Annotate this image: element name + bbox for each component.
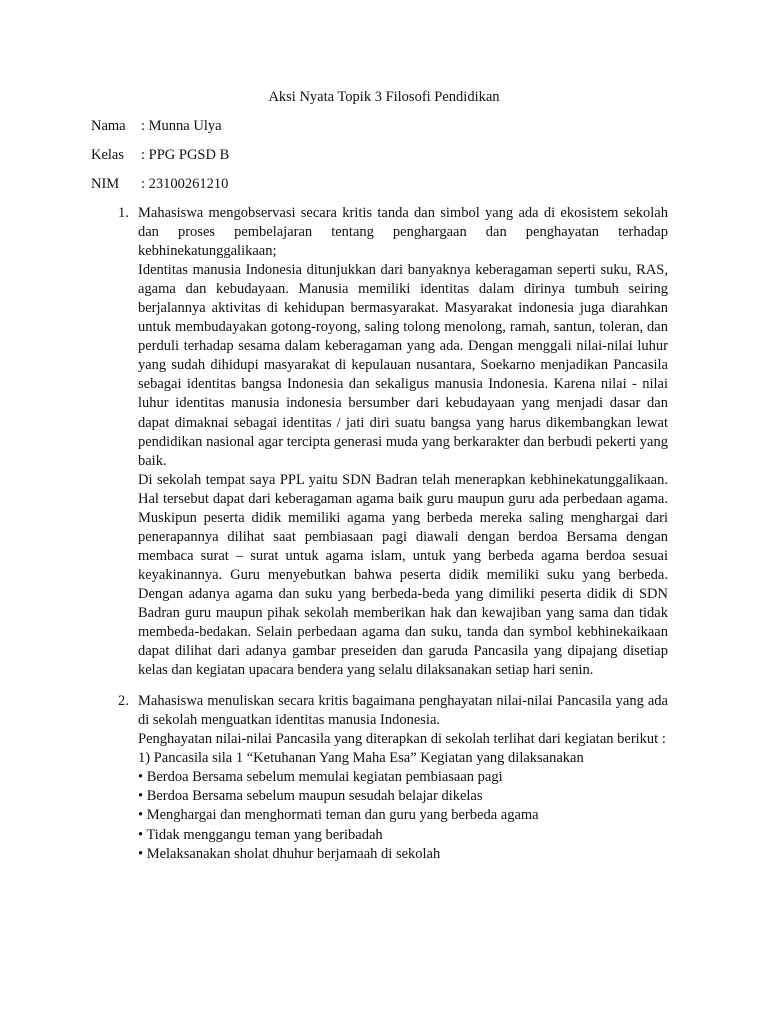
sub-item-heading: 1) Pancasila sila 1 “Ketuhanan Yang Maha Esa” Kegiatan yang dilaksanakan <box>138 750 584 767</box>
item-heading: Mahasiswa menuliskan secara kritis bagaimana penghayatan nilai-nilai Pancasila yang ada di sekolah menguatkan identitas manusia Indonesia. <box>138 693 668 729</box>
bullet-item: • Tidak menggangu teman yang beribadah <box>138 826 383 843</box>
meta-value: : 23100261210 <box>141 176 229 192</box>
item-paragraph: Identitas manusia Indonesia ditunjukkan dari banyaknya keberagaman seperti suku, RAS, agama dan kebudayaan. Manusia memiliki identitas dalam dirinya tumbuh seiring berjalannya aktivitas di kehidupan bermasyarakat. Masyarakat indonesia juga diarahkan untuk membudayakan gotong-royong, saling tolong menolong, ramah, santun, toleran, dan perduli terhadap sesama dalam keberagaman yang ada. Dengan menggali nilai-nilai luhur yang sudah dihidupi masyarakat di kepulauan nusantara, Soekarno menjadikan Pancasila sebagai identitas bangsa Indonesia dan sekaligus manusia Indonesia. Karena nilai - nilai luhur identitas manusia indonesia bersumber dari kebudayaan yang menjadi dasar dan dapat dimaknai sebagai identitas / jati diri suatu bangsa yang harus dikembangkan lewat pendidikan nasional agar tercipta generasi muda yang berkarakter dan berbudi pekerti yang baik. <box>138 262 668 469</box>
list-item-1 <box>118 204 668 680</box>
document-title: Aksi Nyata Topik 3 Filosofi Pendidikan <box>268 89 500 105</box>
item-paragraph: Penghayatan nilai-nilai Pancasila yang diterapkan di sekolah terlihat dari kegiatan berikut : <box>138 731 666 748</box>
bullet-item: • Melaksanakan sholat dhuhur berjamaah di sekolah <box>138 845 441 862</box>
item-paragraph: Di sekolah tempat saya PPL yaitu SDN Badran telah menerapkan kebhinekatunggalikaan. Hal tersebut dapat dari keberagaman agama baik guru maupun guru ada perbedaan agama. Muskipun peserta didik memiliki agama yang berbeda mereka saling menghargai dari penerapannya dilihat saat pembiasaan pagi diawali dengan berdoa Bersama dengan membaca surat – surat untuk agama islam, untuk yang berbeda agama berdoa sesuai keyakinannya. Guru menyebutkan bahwa peserta didik memiliki suku yang berbeda. Dengan adanya agama dan suku yang berbeda-beda yang dimiliki peserta didik di SDN Badran guru maupun pihak sekolah memberikan hak dan kewajiban yang sama dan tidak membeda-bedakan. Selain perbedaan agama dan suku, tanda dan symbol kebhinekaikaan dapat dilihat dari adanya gambar preseiden dan garuda Pancasila yang dipajang disetiap kelas dan kegiatan upacara bendera yang selalu dilaksanakan setiap hari senin. <box>138 471 668 679</box>
meta-value: : Munna Ulya <box>141 118 222 134</box>
list-number: 1. <box>118 205 129 221</box>
meta-row-kelas <box>91 146 229 165</box>
meta-row-nama <box>91 117 222 136</box>
numbered-list <box>118 204 668 864</box>
bullet-item: • Berdoa Bersama sebelum maupun sesudah belajar dikelas <box>138 788 483 805</box>
meta-row-nim <box>91 175 228 194</box>
meta-label: Nama <box>91 118 126 134</box>
list-item-2 <box>118 692 668 863</box>
meta-value: : PPG PGSD B <box>141 147 230 163</box>
item-heading: Mahasiswa mengobservasi secara kritis tanda dan simbol yang ada di ekosistem sekolah dan proses pembelajaran tentang penghargaan dan penghayatan terhadap kebhinekatunggalikaan; <box>138 205 668 260</box>
bullet-item: • Berdoa Bersama sebelum memulai kegiatan pembiasaan pagi <box>138 769 503 786</box>
list-number: 2. <box>118 693 129 710</box>
meta-label: Kelas <box>91 147 125 163</box>
bullet-item: • Menghargai dan menghormati teman dan guru yang berbeda agama <box>138 807 539 824</box>
meta-label: NIM <box>91 176 120 192</box>
